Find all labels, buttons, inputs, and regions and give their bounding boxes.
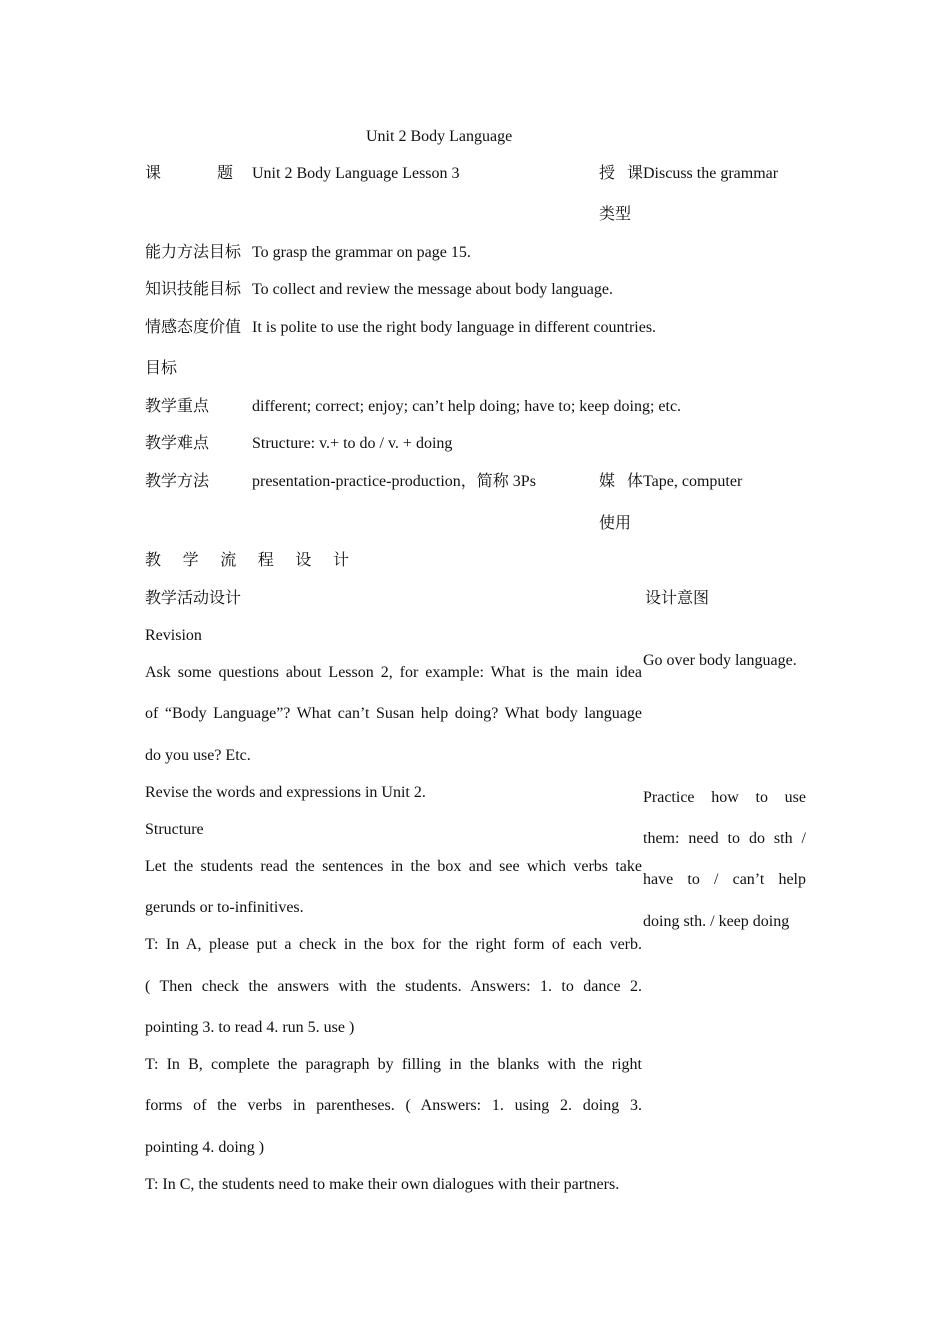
emotion-value: It is polite to use the right body language in different countries. bbox=[252, 319, 657, 336]
document-title: Unit 2 Body Language bbox=[366, 128, 513, 145]
process-heading bbox=[145, 551, 349, 571]
exercise-b-line: pointing 4. doing ) bbox=[145, 1139, 265, 1156]
media-value: Tape, computer bbox=[643, 473, 743, 490]
lesson-type-label-char: 授 bbox=[599, 165, 616, 182]
media-label-char: 体 bbox=[626, 473, 643, 490]
intent-practice-line: Practice how to use bbox=[643, 789, 806, 806]
revision-heading: Revision bbox=[145, 627, 202, 644]
process-heading-char: 教 bbox=[145, 552, 162, 569]
process-heading-char: 程 bbox=[257, 552, 274, 569]
key-points-label: 教学重点 bbox=[145, 398, 210, 415]
method-label: 教学方法 bbox=[145, 473, 210, 490]
structure-paragraph-line: Let the students read the sentences in the box and see which verbs take bbox=[145, 858, 642, 875]
exercise-b-line: forms of the verbs in parentheses. ( Answers: 1. using 2. doing 3. bbox=[145, 1097, 642, 1114]
emotion-label-line2: 目标 bbox=[145, 360, 178, 377]
process-heading-char: 计 bbox=[332, 552, 349, 569]
topic-value: Unit 2 Body Language Lesson 3 bbox=[252, 165, 460, 182]
intent-practice-line: doing sth. / keep doing bbox=[643, 913, 790, 930]
activity-column-label: 教学活动设计 bbox=[145, 590, 242, 607]
ability-value: To grasp the grammar on page 15. bbox=[252, 244, 471, 261]
media-label bbox=[599, 472, 643, 492]
lesson-type-label-char: 课 bbox=[626, 165, 643, 182]
intent-practice-line: them: need to do sth / bbox=[643, 830, 806, 847]
structure-paragraph-line: gerunds or to-infinitives. bbox=[145, 899, 304, 916]
exercise-b-line: T: In B, complete the paragraph by filling in the blanks with the right bbox=[145, 1056, 642, 1073]
intent-go-over: Go over body language. bbox=[643, 652, 797, 669]
revise-words-line: Revise the words and expressions in Unit 2. bbox=[145, 784, 426, 801]
media-label-char: 媒 bbox=[599, 473, 616, 490]
exercise-a-line: ( Then check the answers with the students. Answers: 1. to dance 2. bbox=[145, 978, 642, 995]
lesson-type-label bbox=[599, 164, 643, 184]
ability-label: 能力方法目标 bbox=[145, 244, 242, 261]
method-value: presentation-practice-production，简称 3Ps bbox=[252, 473, 536, 490]
lesson-type-label-line2: 类型 bbox=[599, 206, 632, 223]
process-heading-char: 流 bbox=[220, 552, 237, 569]
difficulties-label: 教学难点 bbox=[145, 435, 210, 452]
emotion-label: 情感态度价值 bbox=[145, 319, 242, 336]
structure-heading: Structure bbox=[145, 821, 204, 838]
exercise-a-line: pointing 3. to read 4. run 5. use ) bbox=[145, 1019, 355, 1036]
exercise-a-line: T: In A, please put a check in the box for the right form of each verb. bbox=[145, 936, 642, 953]
revision-paragraph-line: Ask some questions about Lesson 2, for example: What is the main idea bbox=[145, 664, 642, 681]
difficulties-value: Structure: v.+ to do / v. + doing bbox=[252, 435, 453, 452]
intent-column-label: 设计意图 bbox=[645, 590, 710, 607]
key-points-value: different; correct; enjoy; can’t help doing; have to; keep doing; etc. bbox=[252, 398, 682, 415]
intent-practice-line: have to / can’t help bbox=[643, 871, 806, 888]
process-heading-char: 设 bbox=[295, 552, 312, 569]
knowledge-value: To collect and review the message about body language. bbox=[252, 281, 613, 298]
revision-paragraph-line: do you use? Etc. bbox=[145, 747, 251, 764]
lesson-type-value: Discuss the grammar bbox=[643, 165, 779, 182]
media-label-line2: 使用 bbox=[599, 515, 632, 532]
topic-label-char: 课 bbox=[145, 165, 162, 182]
exercise-c-line: T: In C, the students need to make their own dialogues with their partners. bbox=[145, 1176, 620, 1193]
knowledge-label: 知识技能目标 bbox=[145, 281, 242, 298]
revision-paragraph-line: of “Body Language”? What can’t Susan help doing? What body language bbox=[145, 705, 642, 722]
topic-label bbox=[145, 164, 233, 184]
topic-label-char: 题 bbox=[216, 165, 233, 182]
process-heading-char: 学 bbox=[182, 552, 199, 569]
